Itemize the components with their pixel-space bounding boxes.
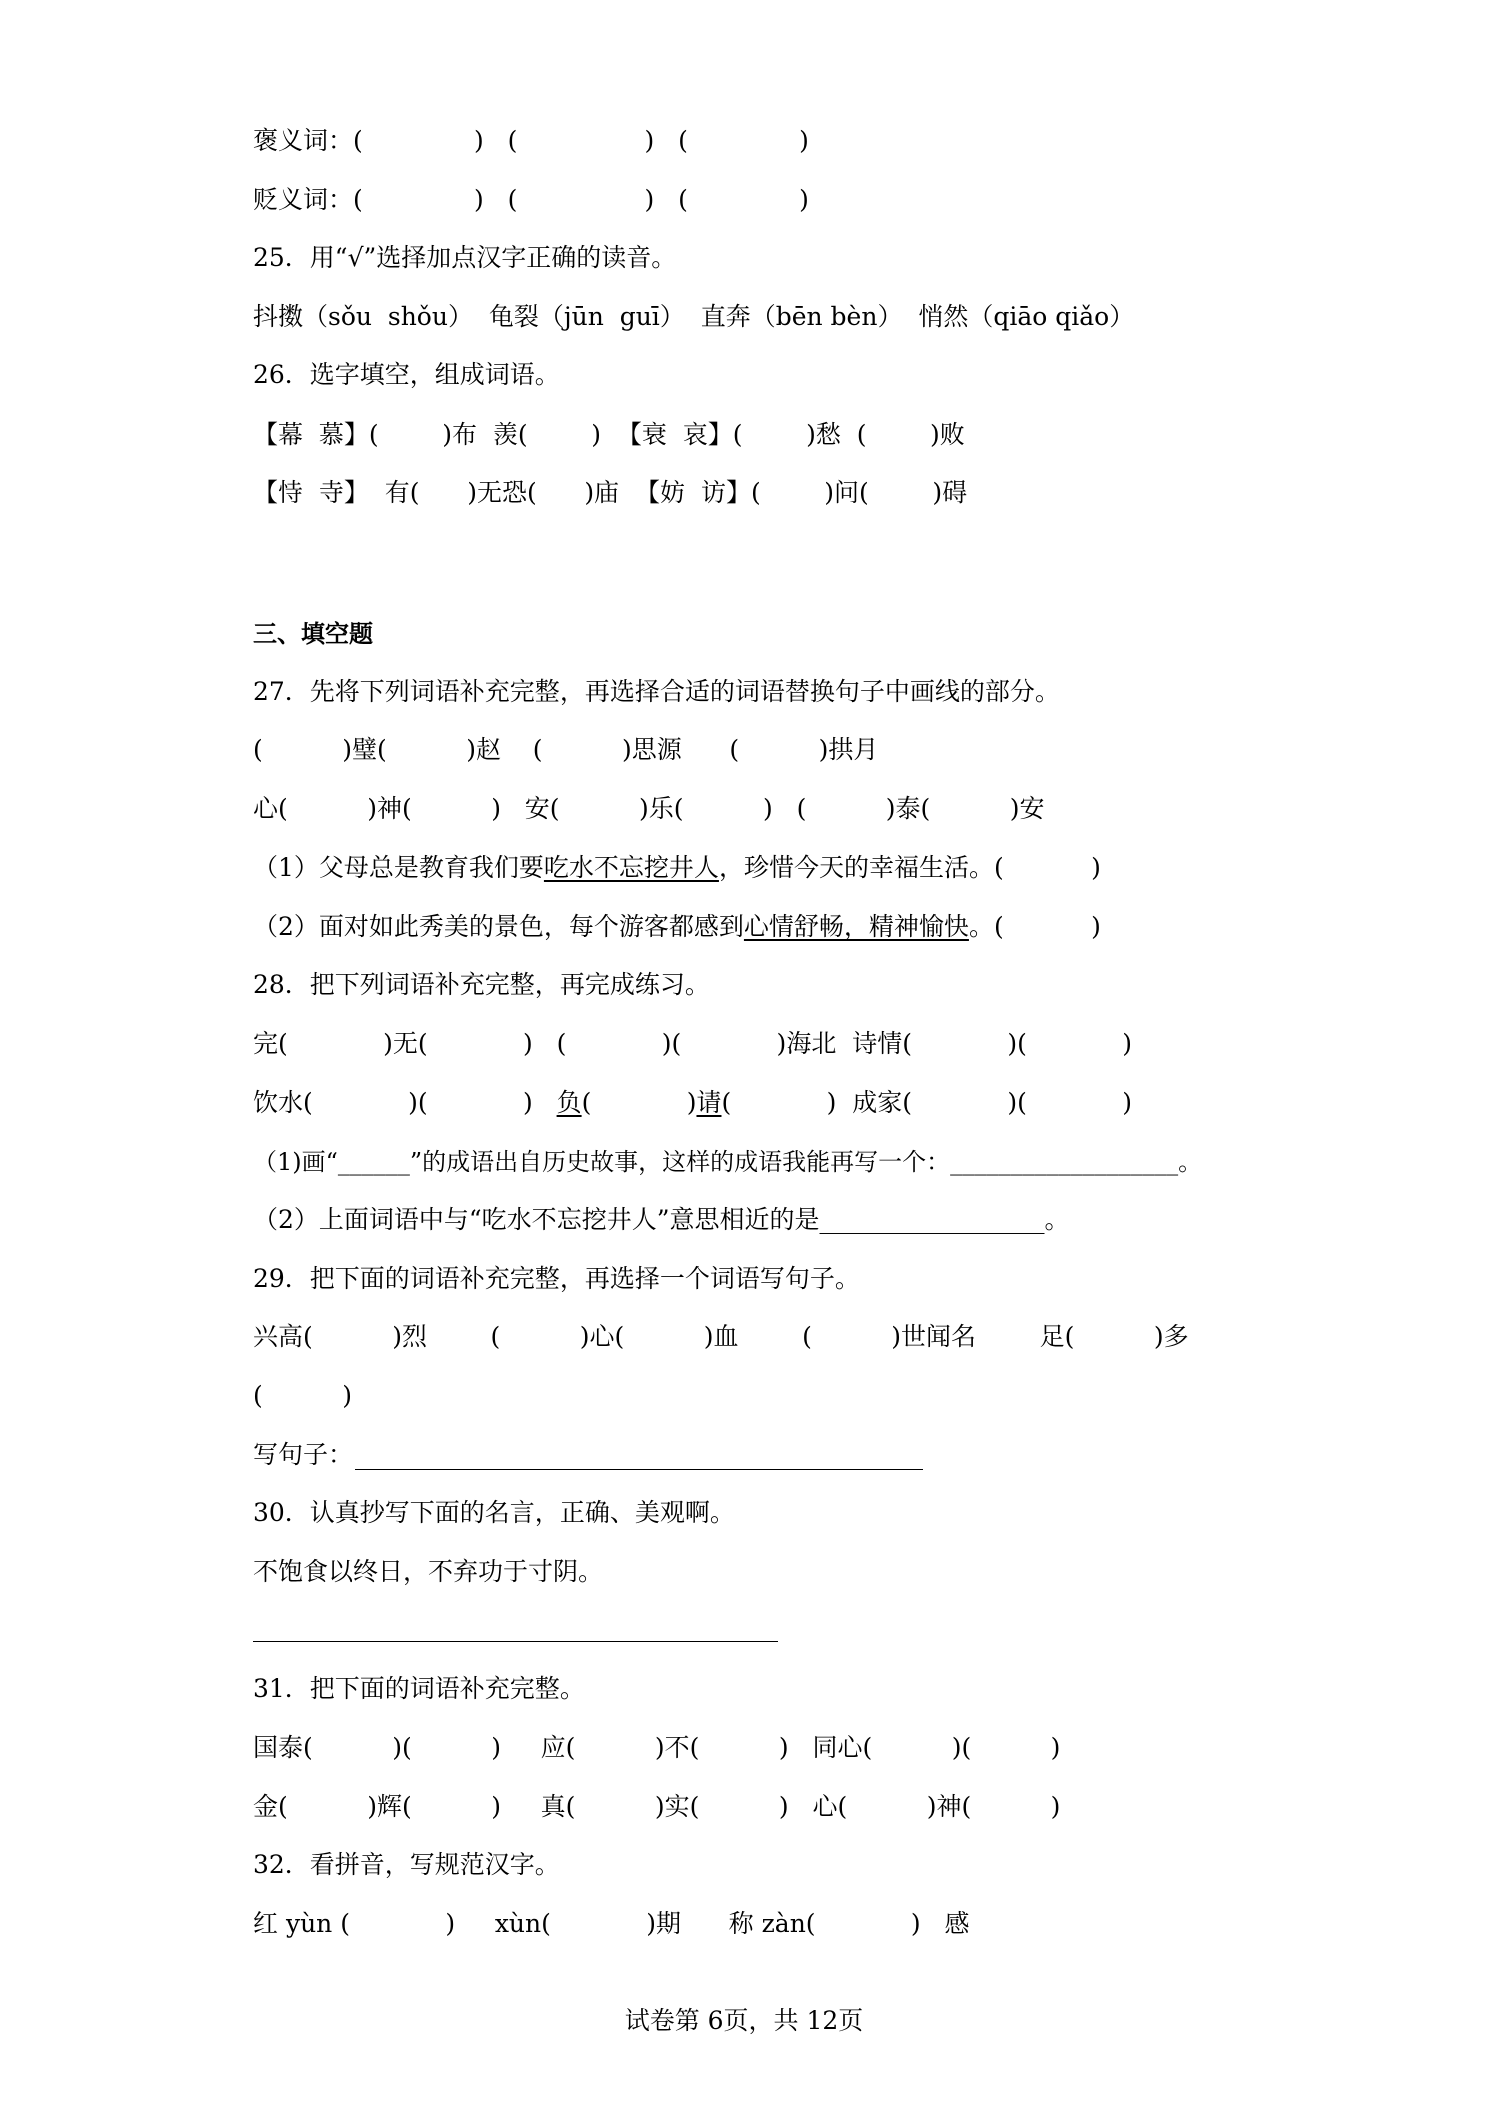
question-28-prompt: 28．把下列词语补充完整，再完成练习。 <box>253 970 710 999</box>
question-29-words-row-wrap: ( ) <box>253 1381 352 1410</box>
question-29-prompt: 29．把下面的词语补充完整，再选择一个词语写句子。 <box>253 1264 860 1293</box>
question-28-words-row-1: 完( )无( ) ( )( )海北 诗情( )( ) <box>253 1029 1132 1058</box>
section-heading-fill-in: 三、填空题 <box>253 620 373 648</box>
question-26-row-1: 【幕 慕】( )布 羡( ) 【衰 哀】( )愁 ( )败 <box>253 420 965 449</box>
question-27-prompt: 27．先将下列词语补充完整，再选择合适的词语替换句子中画线的部分。 <box>253 677 1060 706</box>
question-31-prompt: 31．把下面的词语补充完整。 <box>253 1674 585 1703</box>
question-32-pinyin-row: 红 yùn ( ) xùn( )期 称 zàn( ) 感 <box>253 1909 970 1938</box>
question-27-words-row-1: ( )璧( )赵 ( )思源 ( )拱月 <box>253 735 879 764</box>
underlined-phrase: 吃水不忘挖井人 <box>543 853 719 882</box>
underlined-character: 负 <box>556 1088 582 1117</box>
question-32-prompt: 32．看拼音，写规范汉字。 <box>253 1850 560 1879</box>
question-27-sentence-2: （2）面对如此秀美的景色，每个游客都感到心情舒畅，精神愉快。( ) <box>253 912 1101 941</box>
question-29-words-row: 兴高( )烈 ( )心( )血 ( )世闻名 足( )多 <box>253 1322 1189 1351</box>
question-30-prompt: 30．认真抄写下面的名言，正确、美观啊。 <box>253 1498 735 1527</box>
write-sentence-answer-line[interactable] <box>355 1469 923 1470</box>
question-28-sub-2: （2）上面词语中与“吃水不忘挖井人”意思相近的是__________________。 <box>253 1205 1070 1234</box>
question-25-options: 抖擞（sǒu shǒu） 龟裂（jūn guī） 直奔（bēn bèn） 悄然（qiāo qiǎo） <box>253 302 1135 331</box>
derogatory-words-row: 贬义词：( ) ( ) ( ) <box>253 185 809 214</box>
question-27-words-row-2: 心( )神( ) 安( )乐( ) ( )泰( )安 <box>253 794 1045 823</box>
question-26-prompt: 26．选字填空，组成词语。 <box>253 360 560 389</box>
question-28-words-row-2: 饮水( )( ) 负( )请( ) 成家( )( ) <box>253 1088 1132 1117</box>
underlined-character: 请 <box>696 1088 722 1117</box>
question-28-sub-1: （1)画“______”的成语出自历史故事，这样的成语我能再写一个：___________________。 <box>253 1148 1203 1176</box>
question-31-words-row-1: 国泰( )( ) 应( )不( ) 同心( )( ) <box>253 1733 1061 1762</box>
question-25-prompt: 25．用“√”选择加点汉字正确的读音。 <box>253 243 677 272</box>
page-footer: 试卷第 6页，共 12页 <box>624 2006 864 2035</box>
question-31-words-row-2: 金( )辉( ) 真( )实( ) 心( )神( ) <box>253 1792 1061 1821</box>
copy-motto-answer-line[interactable] <box>253 1641 778 1642</box>
question-27-sentence-1: （1）父母总是教育我们要吃水不忘挖井人，珍惜今天的幸福生活。( ) <box>253 853 1101 882</box>
underlined-phrase: 心情舒畅，精神愉快 <box>743 912 969 941</box>
question-26-row-2: 【恃 寺】 有( )无恐( )庙 【妨 访】( )问( )碍 <box>253 478 968 507</box>
motto-text: 不饱食以终日，不弃功于寸阴。 <box>253 1557 604 1586</box>
commendatory-words-row: 褒义词：( ) ( ) ( ) <box>253 126 809 155</box>
write-sentence-label: 写句子： <box>253 1440 354 1469</box>
